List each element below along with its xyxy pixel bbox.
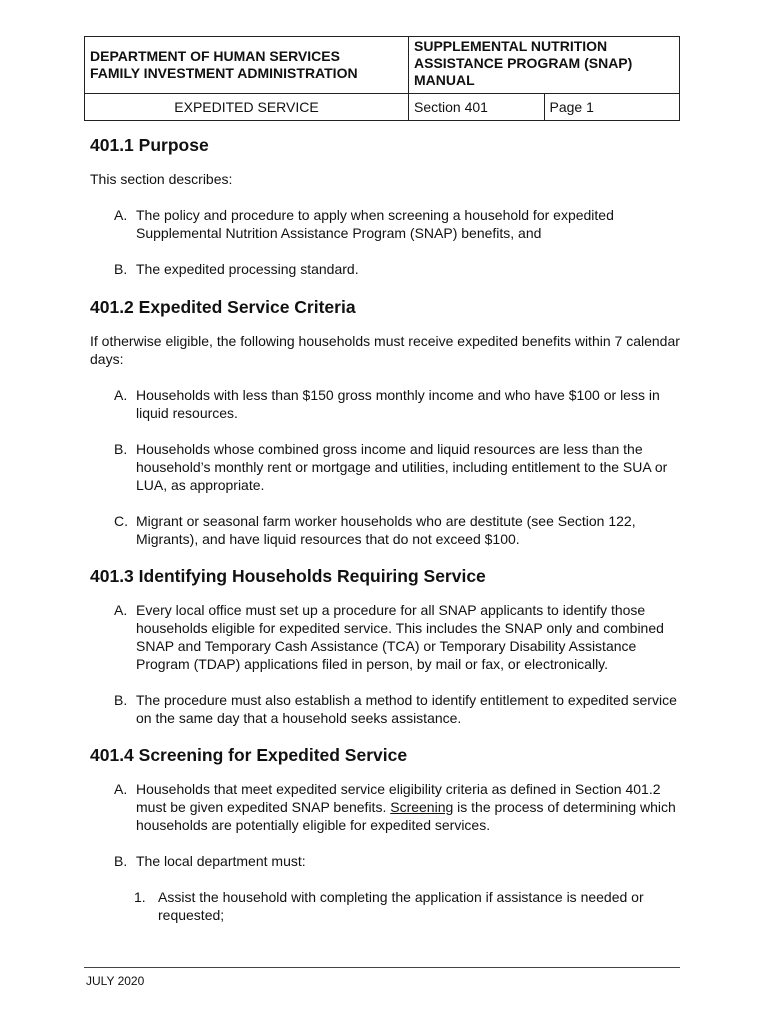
list-item	[114, 852, 690, 870]
list-item	[114, 260, 690, 278]
section-heading: 401.2 Expedited Service Criteria	[90, 297, 356, 317]
header-table	[84, 36, 680, 121]
footer-date: JULY 2020	[86, 974, 145, 988]
service-name: EXPEDITED SERVICE	[85, 94, 409, 121]
section-heading: 401.3 Identifying Households Requiring Service	[90, 566, 486, 586]
section-number: Section 401	[409, 94, 545, 121]
section-heading: 401.1 Purpose	[90, 135, 209, 155]
list-marker: C.	[114, 513, 128, 529]
paragraph: If otherwise eligible, the following households must receive expedited benefits within 7 calendar days:	[90, 333, 680, 367]
department-cell	[85, 37, 409, 94]
list-item	[114, 780, 690, 834]
list-text: Assist the household with completing the application if assistance is needed or requested;	[158, 889, 644, 923]
document-body	[90, 134, 690, 924]
list-item	[114, 386, 690, 422]
list-text: Households whose combined gross income and liquid resources are less than the household’s monthly rent or mortgage and utilities, including entitlement to the SUA or LUA, as appropriate.	[136, 441, 668, 493]
list-item	[114, 440, 690, 494]
list-text: The procedure must also establish a method to identify entitlement to expedited service on the same day that a household seeks assistance.	[136, 692, 677, 726]
manual-title-line2: ASSISTANCE PROGRAM (SNAP)	[414, 55, 633, 71]
list-item	[114, 691, 690, 727]
list-marker: 1.	[134, 889, 146, 905]
list-text: The expedited processing standard.	[136, 261, 359, 277]
list-marker: A.	[114, 781, 128, 797]
paragraph: This section describes:	[90, 171, 233, 187]
list-text: The local department must:	[136, 853, 306, 869]
list-marker: B.	[114, 853, 128, 869]
footer-divider	[84, 967, 680, 968]
underlined-term: Screening	[390, 799, 454, 815]
list-text: The policy and procedure to apply when screening a household for expedited Supplemental Nutrition Assistance Program (SNAP) benefits, and	[136, 207, 614, 241]
list-marker: B.	[114, 441, 128, 457]
department-name: DEPARTMENT OF HUMAN SERVICES	[90, 48, 340, 64]
manual-title-cell	[409, 37, 680, 94]
section-heading: 401.4 Screening for Expedited Service	[90, 745, 408, 765]
list-marker: B.	[114, 261, 128, 277]
manual-title-line1: SUPPLEMENTAL NUTRITION	[414, 38, 608, 54]
sub-list-item	[134, 888, 690, 924]
list-marker: A.	[114, 387, 128, 403]
list-item	[114, 206, 690, 242]
administration-name: FAMILY INVESTMENT ADMINISTRATION	[90, 65, 358, 81]
list-marker: A.	[114, 207, 128, 223]
list-text: Households with less than $150 gross monthly income and who have $100 or less in liquid resources.	[136, 387, 660, 421]
list-marker: B.	[114, 692, 128, 708]
manual-title-line3: MANUAL	[414, 72, 475, 88]
text-run: Households that meet expedited service eligibility criteria as defined in Section 401.2 must be given expedited SNAP benefits.	[136, 781, 661, 815]
text-run: is the process of determining which households are potentially eligible for expedited services.	[136, 799, 676, 833]
list-text: Migrant or seasonal farm worker households who are destitute (see Section 122, Migrants), and have liquid resources that do not exceed $100.	[136, 513, 636, 547]
list-item	[114, 512, 690, 548]
list-item	[114, 601, 690, 673]
page-number: Page 1	[544, 94, 680, 121]
list-text	[136, 780, 690, 834]
list-text: Every local office must set up a procedure for all SNAP applicants to identify those households eligible for expedited service. This includes the SNAP only and combined SNAP and Temporary Cash Assistance (TCA) or Temporary Disability Assistance Program (TDAP) applications filed in person, by mail or fax, or electronically.	[136, 602, 664, 672]
list-marker: A.	[114, 602, 128, 618]
